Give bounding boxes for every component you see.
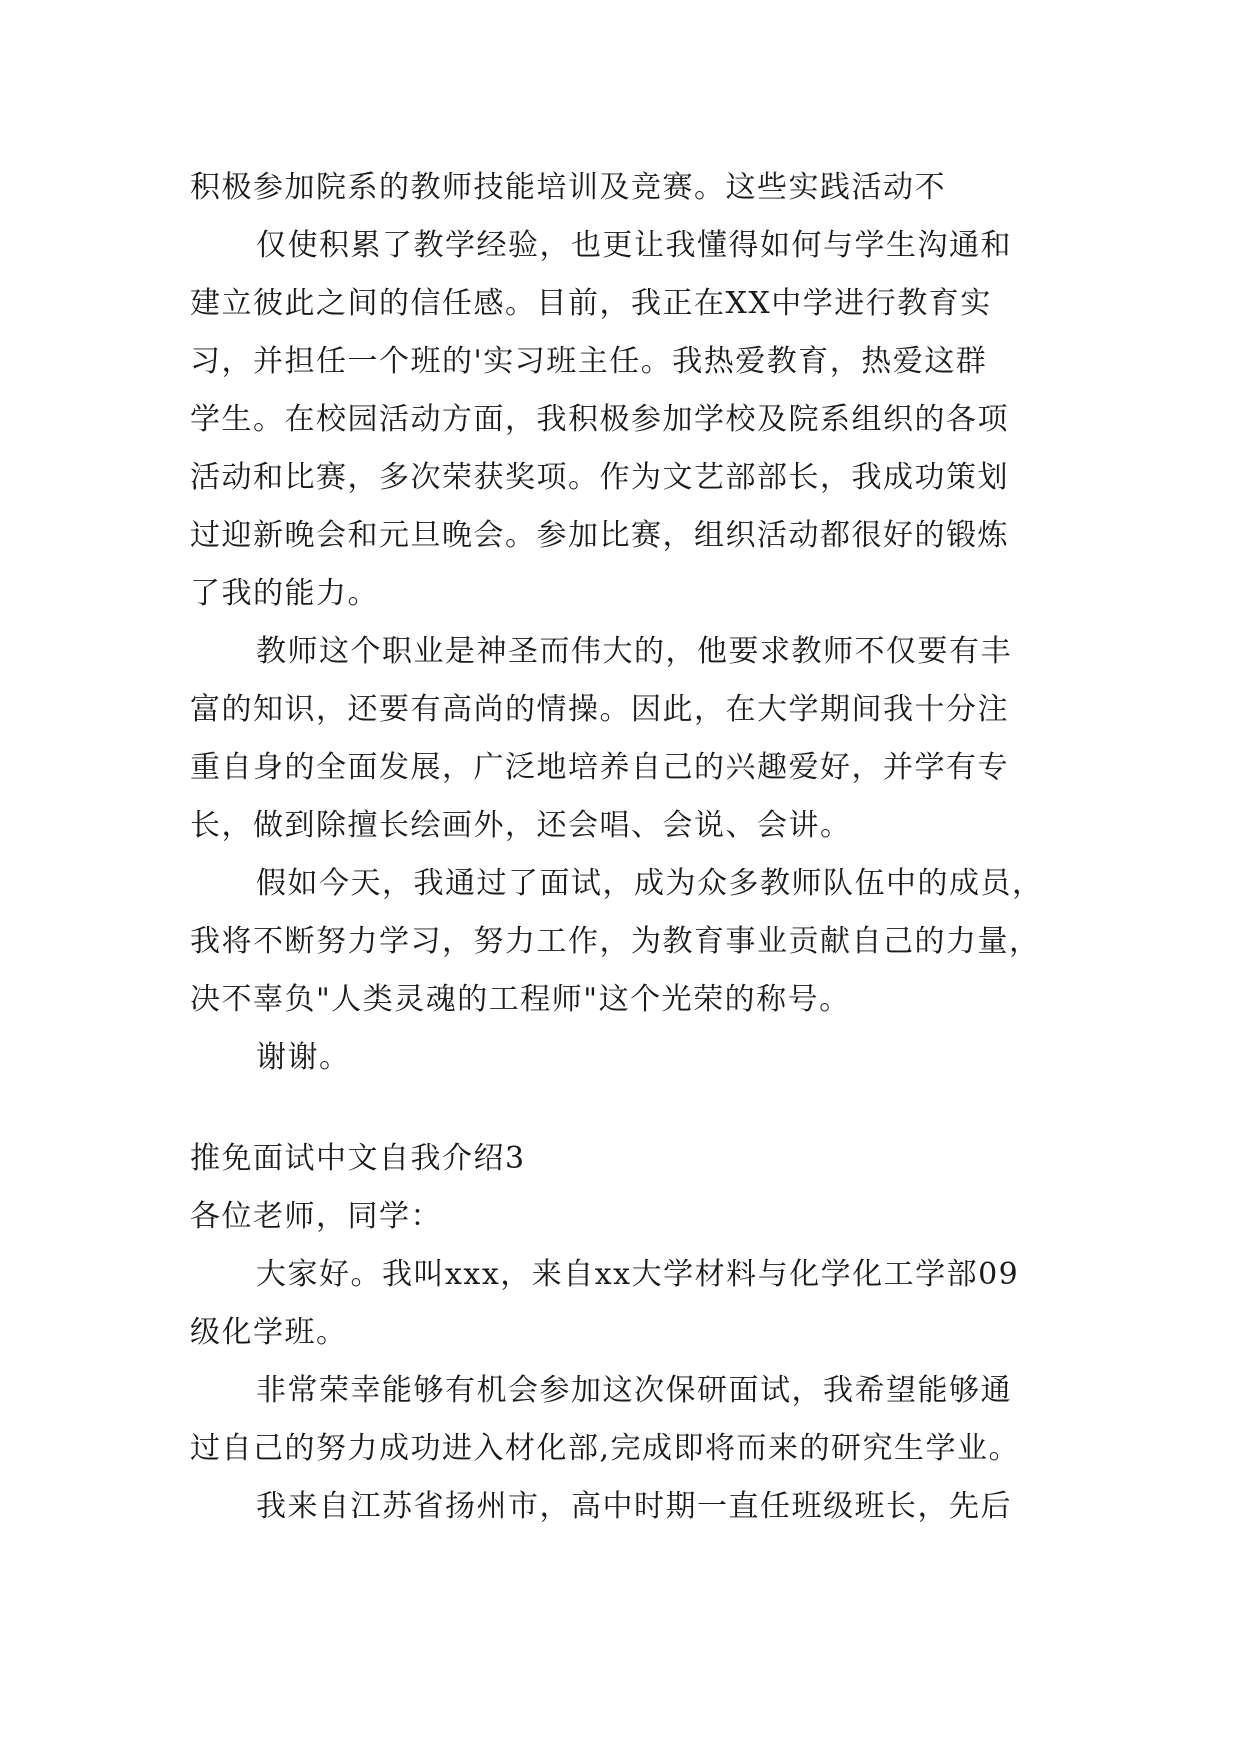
- text-line: 学生。在校园活动方面，我积极参加学校及院系组织的各项: [190, 402, 1009, 437]
- text-line: 级化学班。: [190, 1315, 348, 1350]
- text-line: 长，做到除擅长绘画外，还会唱、会说、会讲。: [190, 808, 852, 843]
- text-line: 习，并担任一个班的'实习班主任。我热爱教育，热爱这群: [190, 344, 988, 379]
- text-line: 大家好。我叫xxx，来自xx大学材料与化学化工学部09: [256, 1257, 1020, 1292]
- text-line: 过迎新晚会和元旦晚会。参加比赛，组织活动都很好的锻炼: [190, 518, 1009, 553]
- text-line: 仅使积累了教学经验，也更让我懂得如何与学生沟通和: [256, 228, 1012, 263]
- text-line: 谢谢。: [256, 1040, 351, 1075]
- text-line: 非常荣幸能够有机会参加这次保研面试，我希望能够通: [256, 1373, 1012, 1408]
- text-line: 富的知识，还要有高尚的情操。因此，在大学期间我十分注: [190, 692, 1009, 727]
- section-title: 推免面试中文自我介绍3: [190, 1141, 526, 1176]
- text-line: 决不辜负"人类灵魂的工程师"这个光荣的称号。: [190, 982, 851, 1017]
- text-line: 积极参加院系的教师技能培训及竞赛。这些实践活动不: [190, 170, 946, 205]
- text-line: 教师这个职业是神圣而伟大的，他要求教师不仅要有丰: [256, 634, 1012, 669]
- text-line: 了我的能力。: [190, 576, 379, 611]
- text-line: 我将不断努力学习，努力工作，为教育事业贡献自己的力量，: [190, 924, 1041, 959]
- text-line: 我来自江苏省扬州市，高中时期一直任班级班长，先后: [256, 1489, 1012, 1524]
- text-line: 活动和比赛，多次荣获奖项。作为文艺部部长，我成功策划: [190, 460, 1009, 495]
- text-line: 建立彼此之间的信任感。目前，我正在XX中学进行教育实: [190, 286, 992, 321]
- text-line: 过自己的努力成功进入材化部,完成即将而来的研究生学业。: [190, 1431, 1021, 1466]
- salutation: 各位老师，同学：: [190, 1199, 442, 1234]
- text-line: 重自身的全面发展，广泛地培养自己的兴趣爱好，并学有专: [190, 750, 1009, 785]
- text-line: 假如今天，我通过了面试，成为众多教师队伍中的成员，: [256, 866, 1044, 901]
